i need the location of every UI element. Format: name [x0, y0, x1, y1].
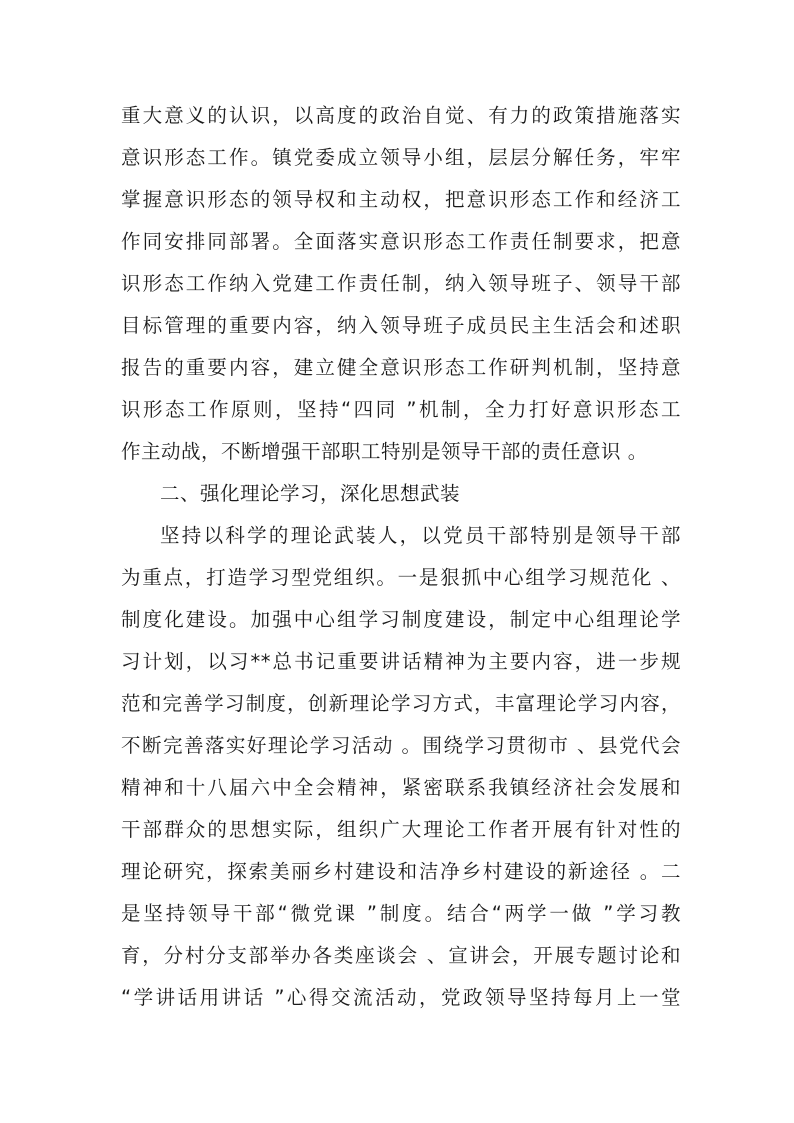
text-line: 识形态工作纳入党建工作责任制，纳入领导班子、领导干部	[121, 272, 681, 295]
text-line: 掌握意识形态的领导权和主动权，把意识形态工作和经济工	[121, 188, 681, 211]
text-line: 重大意义的认识，以高度的政治自觉、有力的政策措施落实	[121, 104, 681, 127]
text-line: 不断完善落实好理论学习活动 。围绕学习贯彻市 、县党代会	[121, 734, 681, 757]
text-line: 作主动战，不断增强干部职工特别是领导干部的责任意识 。	[121, 440, 648, 463]
text-line: 制度化建设。加强中心组学习制度建设，制定中心组理论学	[121, 608, 681, 631]
text-line: 干部群众的思想实际，组织广大理论工作者开展有针对性的	[121, 818, 681, 841]
text-line: 作同安排同部署。全面落实意识形态工作责任制要求，把意	[121, 230, 681, 253]
section-heading: 二、强化理论学习，深化思想武装	[160, 482, 461, 505]
text-line: 精神和十八届六中全会精神，紧密联系我镇经济社会发展和	[121, 776, 681, 799]
text-line: 坚持以科学的理论武装人，以党员干部特别是领导干部	[160, 524, 681, 547]
text-line: 意识形态工作。镇党委成立领导小组，层层分解任务，牢牢	[121, 146, 681, 169]
text-line: 理论研究，探索美丽乡村建设和洁净乡村建设的新途径 。二	[121, 860, 681, 883]
text-line: 识形态工作原则，坚持“四同 ”机制，全力打好意识形态工	[121, 398, 681, 421]
text-line: 范和完善学习制度，创新理论学习方式，丰富理论学习内容，	[121, 692, 681, 715]
text-line: 习计划，以习**总书记重要讲话精神为主要内容，进一步规	[121, 650, 681, 673]
text-line: 育，分村分支部举办各类座谈会 、宣讲会，开展专题讨论和	[121, 944, 681, 967]
text-line: “学讲话用讲话 ”心得交流活动，党政领导坚持每月上一堂	[121, 986, 681, 1009]
text-line: 报告的重要内容，建立健全意识形态工作研判机制，坚持意	[121, 356, 681, 379]
text-line: 为重点，打造学习型党组织。一是狠抓中心组学习规范化 、	[121, 566, 681, 589]
text-line: 是坚持领导干部“微党课 ”制度。结合“两学一做 ”学习教	[121, 902, 681, 925]
text-line: 目标管理的重要内容，纳入领导班子成员民主生活会和述职	[121, 314, 681, 337]
